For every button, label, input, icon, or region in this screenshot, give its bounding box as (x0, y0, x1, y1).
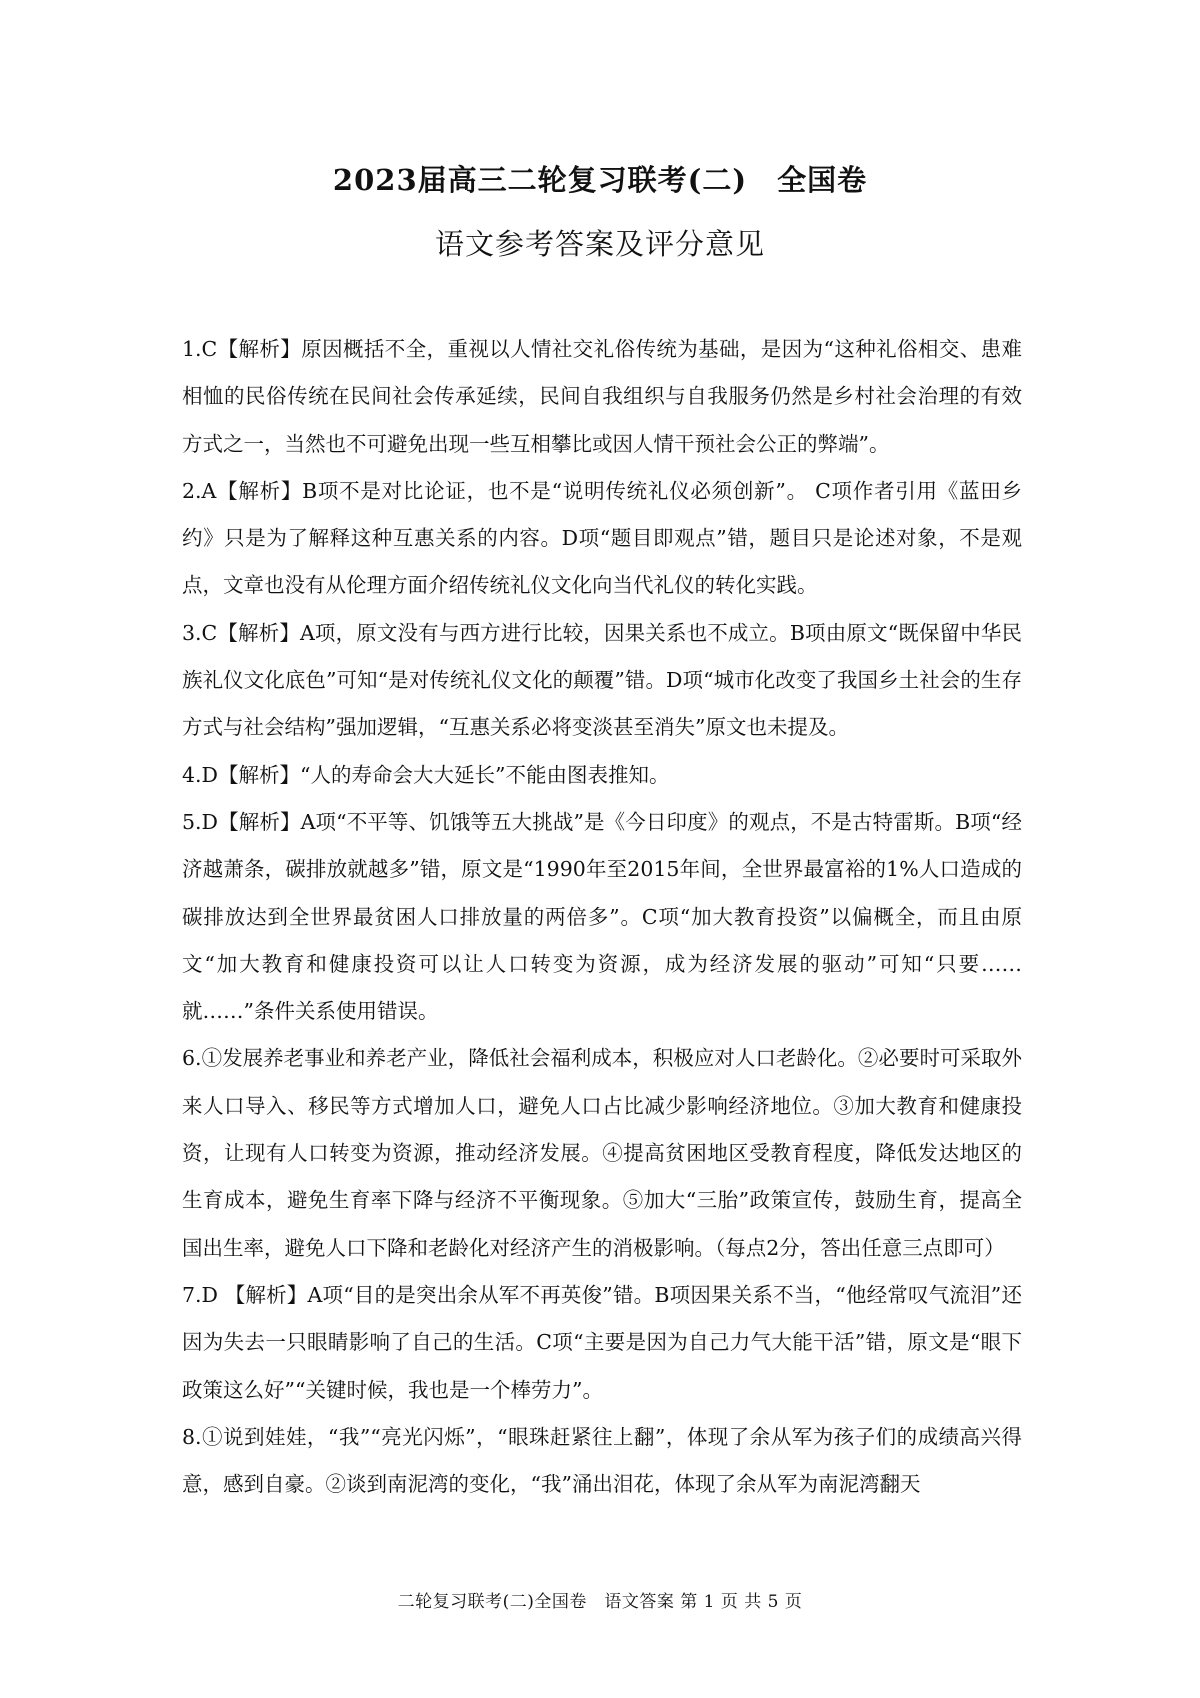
answer-item-4: 4.D【解析】“人的寿命会大大延长”不能由图表推知。 (182, 762, 670, 787)
page-title: 2023届高三二轮复习联考(二) 全国卷 (332, 163, 868, 197)
answer-item-2: 2.A【解析】B项不是对比论证，也不是“说明传统礼仪必须创新”。 C项作者引用《蓝田乡约》只是为了解释这种互惠关系的内容。D项“题目即观点”错，题目只是论述对象，不是观点，文章也没有从伦理方面介绍传统礼仪文化向当代礼仪的转化实践。 (182, 478, 1022, 598)
answer-item-6: 6.①发展养老事业和养老产业，降低社会福利成本，积极应对人口老龄化。②必要时可采取外来人口导入、移民等方式增加人口，避免人口占比减少影响经济地位。③加大教育和健康投资，让现有人口转变为资源，推动经济发展。④提高贫困地区受教育程度，降低发达地区的生育成本，避免生育率下降与经济不平衡现象。⑤加大“三胎”政策宣传，鼓励生育，提高全国出生率，避免人口下降和老龄化对经济产生的消极影响。（每点2分，答出任意三点即可） (182, 1046, 1022, 1260)
answer-list (182, 326, 1022, 1508)
answer-item-8: 8.①说到娃娃，“我”“亮光闪烁”，“眼珠赶紧往上翻”，体现了余从军为孩子们的成绩高兴得意，感到自豪。②谈到南泥湾的变化，“我”涌出泪花，体现了余从军为南泥湾翻天 (182, 1424, 1022, 1497)
page-subtitle: 语文参考答案及评分意见 (434, 227, 765, 261)
page-footer: 二轮复习联考(二)全国卷 语文答案 第 1 页 共 5 页 (397, 1592, 803, 1612)
answer-item-3: 3.C【解析】A项，原文没有与西方进行比较，因果关系也不成立。B项由原文“既保留中华民族礼仪文化底色”可知“是对传统礼仪文化的颠覆”错。D项“城市化改变了我国乡土社会的生存方式与社会结构”强加逻辑，“互惠关系必将变淡甚至消失”原文也未提及。 (182, 620, 1022, 740)
answer-item-5: 5.D【解析】A项“不平等、饥饿等五大挑战”是《今日印度》的观点，不是古特雷斯。B项“经济越萧条，碳排放就越多”错，原文是“1990年至2015年间，全世界最富裕的1%人口造成的碳排放达到全世界最贫困人口排放量的两倍多”。C项“加大教育投资”以偏概全，而且由原文“加大教育和健康投资可以让人口转变为资源，成为经济发展的驱动”可知“只要……就……”条件关系使用错误。 (182, 809, 1022, 1024)
answer-item-7: 7.D 【解析】A项“目的是突出余从军不再英俊”错。B项因果关系不当，“他经常叹气流泪”还因为失去一只眼睛影响了自己的生活。C项“主要是因为自己力气大能干活”错，原文是“眼下政策这么好”“关键时候，我也是一个棒劳力”。 (182, 1282, 1022, 1402)
answer-item-1: 1.C【解析】原因概括不全，重视以人情社交礼俗传统为基础，是因为“这种礼俗相交、患难相恤的民俗传统在民间社会传承延续，民间自我组织与自我服务仍然是乡村社会治理的有效方式之一，当然也不可避免出现一些互相攀比或因人情干预社会公正的弊端”。 (182, 337, 1022, 456)
